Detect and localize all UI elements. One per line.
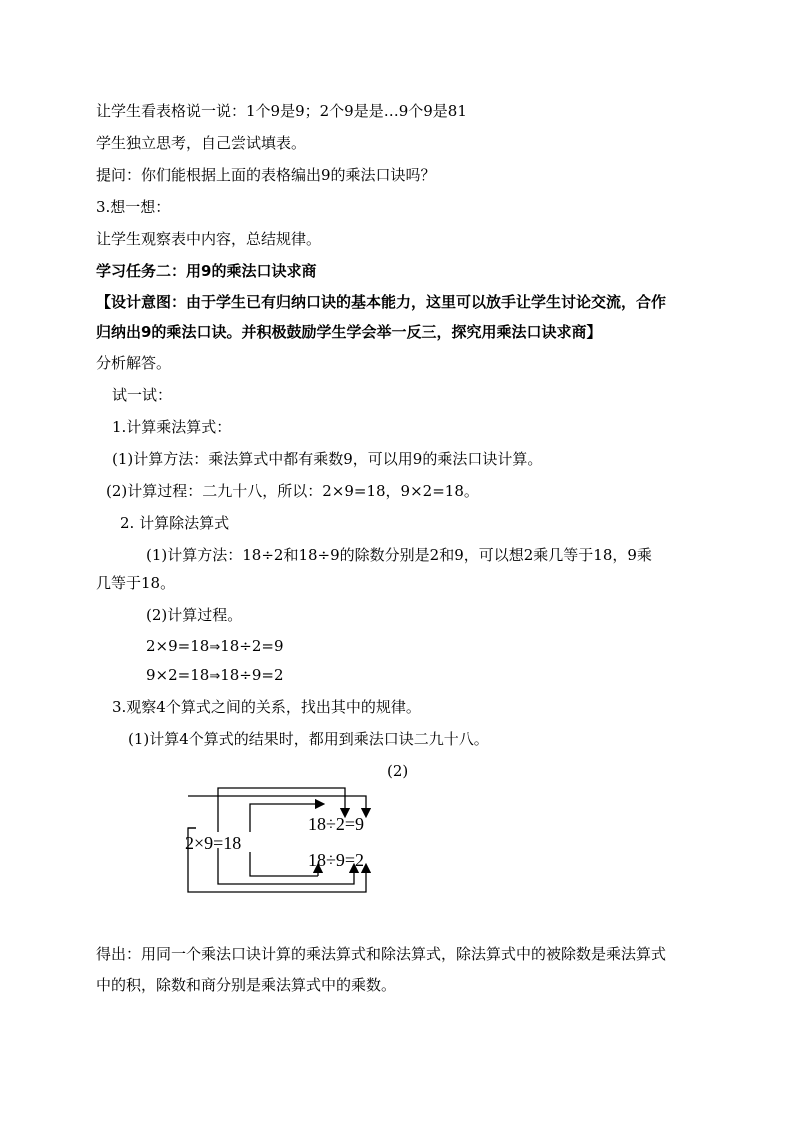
- step2-method-line1: (1)计算方法：18÷2和18÷9的除数分别是2和9，可以想2乘几等于18，9乘: [146, 546, 652, 564]
- text-line: 3.想一想：: [96, 198, 171, 216]
- implies-arrow-icon: ⇒: [209, 640, 221, 655]
- step1-process: (2)计算过程：二九十八，所以：2×9=18，9×2=18。: [106, 482, 479, 500]
- step3-item1: (1)计算4个算式的结果时，都用到乘法口诀二九十八。: [128, 730, 489, 748]
- step1-title: 1.计算乘法算式：: [112, 418, 232, 436]
- analysis-label: 分析解答。: [96, 354, 172, 372]
- text-line: 让学生观察表中内容，总结规律。: [96, 230, 322, 248]
- implies-arrow-icon: ⇒: [209, 669, 221, 684]
- equation-left: 2×9=18: [146, 637, 210, 655]
- design-intent-line1: 【设计意图：由于学生已有归纳口诀的基本能力，这里可以放手让学生讨论交流，合作: [96, 293, 667, 311]
- diagram-multiplication: 2×9=18: [185, 833, 242, 853]
- step1-method: (1)计算方法：乘法算式中都有乘数9，可以用9的乘法口诀计算。: [112, 450, 543, 468]
- equation-right: 18÷9=2: [220, 666, 284, 684]
- diagram-division-1: 18÷2=9: [308, 814, 365, 834]
- equation-right: 18÷2=9: [220, 637, 284, 655]
- text-line: 提问：你们能根据上面的表格编出9的乘法口诀吗？: [96, 166, 436, 184]
- step2-method-line2: 几等于18。: [96, 574, 176, 592]
- equation-left: 9×2=18: [146, 666, 210, 684]
- step3-title: 3.观察4个算式之间的关系，找出其中的规律。: [112, 698, 421, 716]
- step2-title: 2. 计算除法算式: [120, 514, 230, 532]
- step3-item2-label: (2): [387, 762, 409, 780]
- try-label: 试一试：: [112, 386, 173, 404]
- conclusion-line1: 得出：用同一个乘法口诀计算的乘法算式和除法算式，除法算式中的被除数是乘法算式: [96, 945, 667, 963]
- text-line: 学生独立思考，自己尝试填表。: [96, 134, 307, 152]
- step2-process: (2)计算过程。: [146, 606, 243, 624]
- conclusion-line2: 中的积，除数和商分别是乘法算式中的乘数。: [96, 976, 397, 994]
- design-intent-line2: 归纳出9的乘法口诀。并积极鼓励学生学会举一反三，探究用乘法口诀求商】: [96, 323, 602, 341]
- text-line: 让学生看表格说一说：1个9是9；2个9是是…9个9是81: [96, 102, 467, 120]
- section-heading: 学习任务二：用9的乘法口诀求商: [96, 262, 317, 280]
- diagram-division-2: 18÷9=2: [308, 850, 365, 870]
